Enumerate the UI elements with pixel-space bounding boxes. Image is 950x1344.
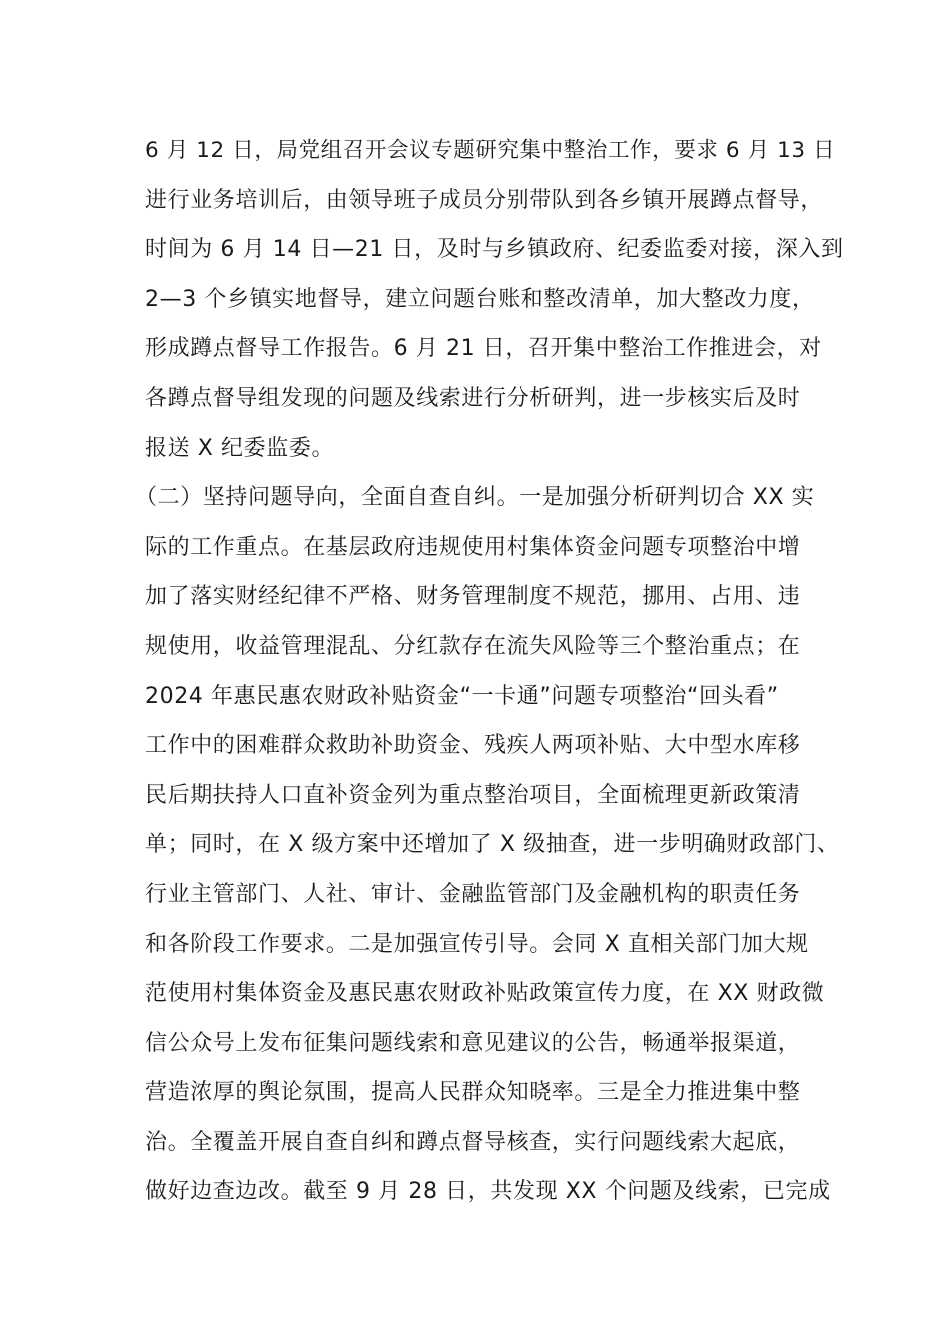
text-line: 各蹲点督导组发现的问题及线索进行分析研判，进一步核实后及时 bbox=[145, 385, 801, 411]
text-line: 治。全覆盖开展自查自纠和蹲点督导核查，实行问题线索大起底， bbox=[145, 1129, 801, 1155]
text-line: 单；同时，在 X 级方案中还增加了 X 级抽查，进一步明确财政部门、 bbox=[145, 832, 840, 858]
text-line: 6 月 12 日，局党组召开会议专题研究集中整治工作，要求 6 月 13 日 bbox=[145, 138, 836, 163]
text-line: 规使用，收益管理混乱、分红款存在流失风险等三个整治重点；在 bbox=[145, 633, 801, 659]
text-line: 范使用村集体资金及惠民惠农财政补贴政策宣传力度，在 XX 财政微 bbox=[145, 981, 825, 1007]
text-line: 报送 X 纪委监委。 bbox=[145, 435, 335, 461]
text-line: 加了落实财经纪律不严格、财务管理制度不规范，挪用、占用、违 bbox=[145, 584, 801, 610]
text-line: 进行业务培训后，由领导班子成员分别带队到各乡镇开展蹲点督导， bbox=[145, 187, 824, 213]
text-line: 2024 年惠民惠农财政补贴资金“一卡通”问题专项整治“回头看” bbox=[145, 683, 779, 709]
text-line: 信公众号上发布征集问题线索和意见建议的公告，畅通举报渠道， bbox=[145, 1030, 801, 1056]
text-line: 民后期扶持人口直补资金列为重点整治项目，全面梳理更新政策清 bbox=[145, 782, 801, 808]
text-line: 工作中的困难群众救助补助资金、残疾人两项补贴、大中型水库移 bbox=[145, 733, 801, 759]
text-line: 2—3 个乡镇实地督导，建立问题台账和整改清单，加大整改力度， bbox=[145, 286, 815, 312]
text-line: 做好边查边改。截至 9 月 28 日，共发现 XX 个问题及线索，已完成 bbox=[145, 1179, 831, 1205]
text-line: 时间为 6 月 14 日—21 日，及时与乡镇政府、纪委监委对接，深入到 bbox=[145, 237, 844, 263]
text-line: 营造浓厚的舆论氛围，提高人民群众知晓率。三是全力推进集中整 bbox=[145, 1080, 801, 1106]
text-line: 和各阶段工作要求。二是加强宣传引导。会同 X 直相关部门加大规 bbox=[145, 931, 809, 957]
section-heading-line: （二）坚持问题导向，全面自查自纠。一是加强分析研判切合 XX 实 bbox=[135, 485, 815, 511]
text-line: 行业主管部门、人社、审计、金融监管部门及金融机构的职责任务 bbox=[145, 881, 801, 907]
text-line: 形成蹲点督导工作报告。6 月 21 日，召开集中整治工作推进会，对 bbox=[145, 336, 822, 362]
text-line: 际的工作重点。在基层政府违规使用村集体资金问题专项整治中增 bbox=[145, 534, 801, 560]
document-body bbox=[135, 131, 844, 1222]
